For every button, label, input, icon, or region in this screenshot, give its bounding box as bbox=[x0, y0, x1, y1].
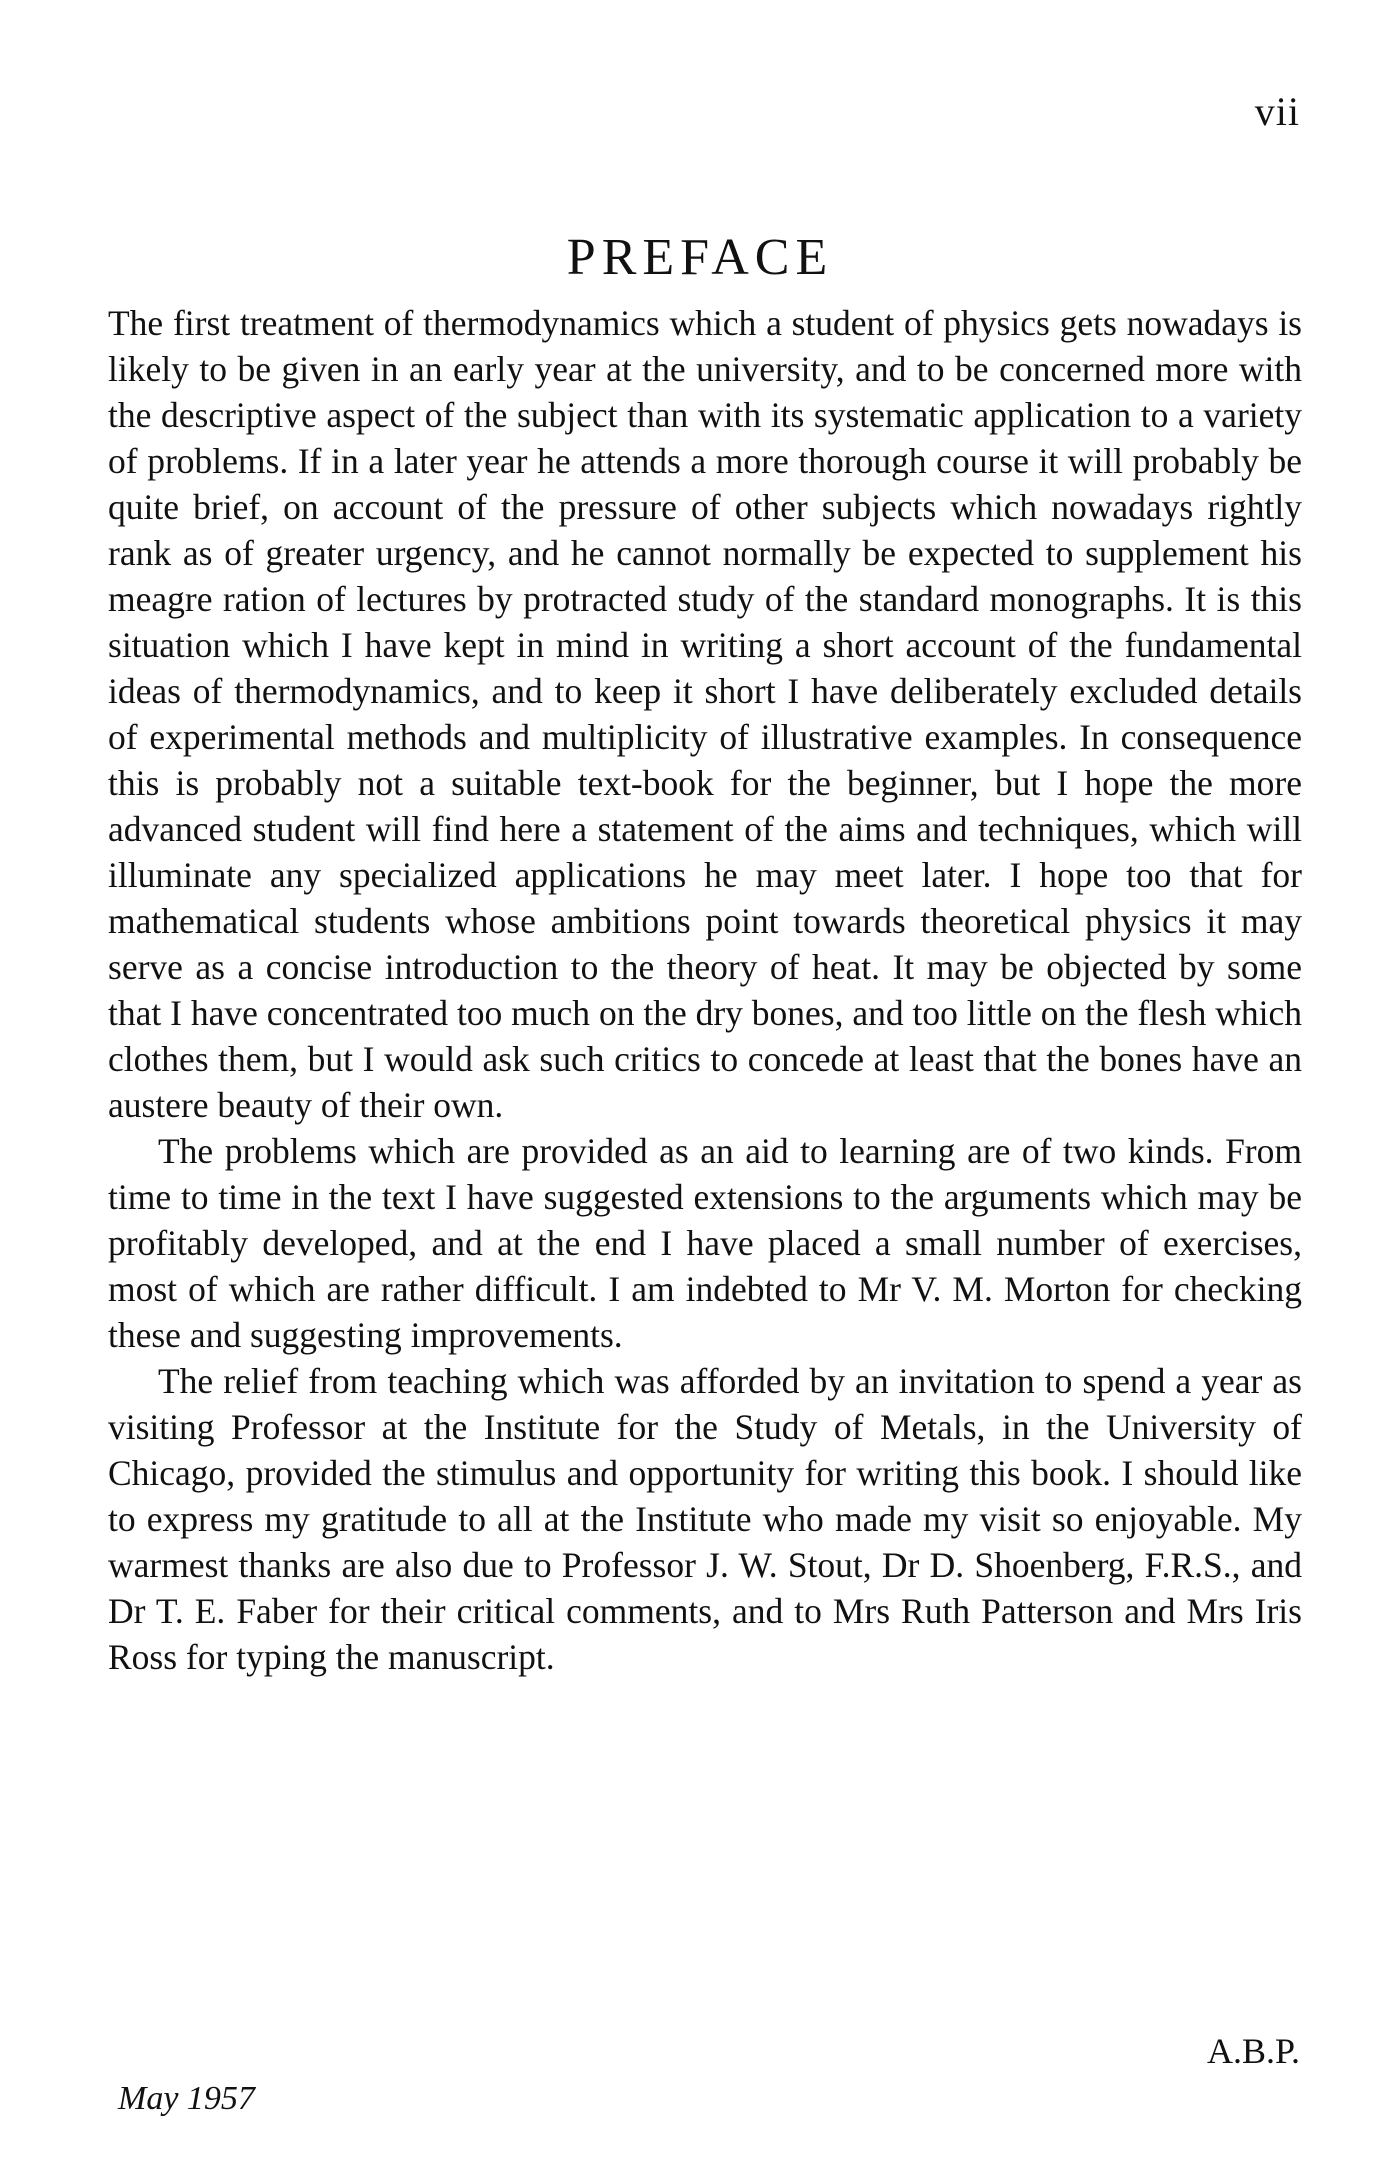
paragraph: The problems which are provided as an aid to learning are of two kinds. From time to time in the text I have suggested extensions to the arguments which may be profitably developed, and at the end I have placed a small number of exercises, most of which are rather difficult. I am indebted to Mr V. M. Morton for checking these and suggesting improvements. bbox=[108, 1131, 1302, 1355]
paragraph: The first treatment of thermodynamics which a student of physics gets nowadays is likely to be given in an early year at the university, and to be concerned more with the descriptive aspect of the subject than with its systematic application to a variety of problems. If in a later year he attends a more thorough course it will probably be quite brief, on account of the pressure of other subjects which nowadays rightly rank as of greater urgency, and he cannot normally be expected to supplement his meagre ration of lectures by protracted study of the standard monographs. It is this situation which I have kept in mind in writing a short account of the fundamental ideas of thermodynamics, and to keep it short I have deliberately excluded details of experimental methods and multiplicity of illustrative examples. In consequence this is probably not a suitable text-book for the beginner, but I hope the more advanced student will find here a statement of the aims and techniques, which will illuminate any specialized applications he may meet later. I hope too that for mathematical students whose ambitions point towards theoretical physics it may serve as a concise introduction to the theory of heat. It may be objected by some that I have concentrated too much on the dry bones, and too little on the flesh which clothes them, but I would ask such critics to concede at least that the bones have an austere beauty of their own. bbox=[108, 303, 1302, 1125]
preface-date: May 1957 bbox=[118, 2080, 255, 2117]
page-number: vii bbox=[1254, 89, 1300, 134]
paragraph: The relief from teaching which was afforded by an invitation to spend a year as visiting Professor at the Institute for the Study of Metals, in the University of Chicago, provided the stimulus and opportunity for writing this book. I should like to express my gratitude to all at the Institute who made my visit so enjoyable. My warmest thanks are also due to Professor J. W. Stout, Dr D. Shoenberg, F.R.S., and Dr T. E. Faber for their critical comments, and to Mrs Ruth Patterson and Mrs Iris Ross for typing the manuscript. bbox=[108, 1361, 1302, 1677]
page-title: PREFACE bbox=[566, 229, 834, 286]
preface-body bbox=[108, 300, 1302, 1680]
author-initials: A.B.P. bbox=[1206, 2031, 1300, 2071]
